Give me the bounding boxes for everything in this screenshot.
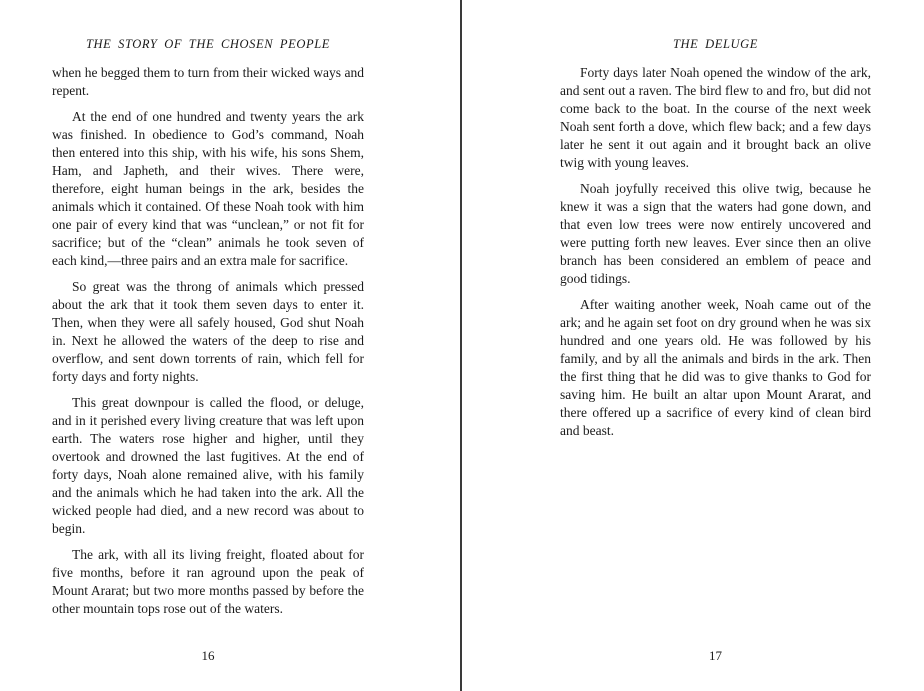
left-paragraph-1: when he begged them to turn from their wicked ways and repent. — [52, 65, 364, 98]
spine-divider — [460, 0, 462, 691]
left-body-text — [52, 64, 364, 626]
left-paragraph-4: This great downpour is called the flood, or deluge, and in it perished every living creature that was left upon earth. The waters rose higher and higher, until they overtook and drowned the last fugitives. At the end of forty days, Noah alone remained alive, with his family and the animals which he had taken into the ark. All the wicked people had died, and a new record was about to begin. — [52, 395, 364, 536]
left-page-number: 16 — [201, 648, 215, 663]
left-paragraph-5: The ark, with all its living freight, floated about for five months, before it ran aground upon the peak of Mount Ararat; but two more months passed by before the other mountain tops rose out of the waters. — [52, 547, 364, 616]
left-page — [52, 0, 364, 691]
right-paragraph-3: After waiting another week, Noah came out of the ark; and he again set foot on dry ground when he was six hundred and one years old. He was followed by his family, and by all the animals and birds in the ark. Then the first thing that he did was to give thanks to God for saving him. He built an altar upon Mount Ararat, and there offered up a sacrifice of every kind of clean bird and beast. — [560, 297, 871, 438]
right-running-head: THE DELUGE — [672, 37, 759, 51]
right-page — [560, 0, 871, 691]
left-paragraph-2: At the end of one hundred and twenty years the ark was finished. In obedience to God’s command, Noah then entered into this ship, with his wife, his sons Shem, Ham, and Japheth, and their wives. There were, therefore, eight human beings in the ark, besides the animals which it contained. Of these Noah took with him one pair of every kind that was “unclean,” or not fit for sacrifice; but of the “clean” animals he took seven of each kind,—three pairs and an extra male for sacrifice. — [52, 109, 364, 268]
left-running-head: THE STORY OF THE CHOSEN PEOPLE — [85, 37, 331, 51]
right-paragraph-1: Forty days later Noah opened the window of the ark, and sent out a raven. The bird flew to and fro, but did not come back to the boat. In the course of the next week Noah sent forth a dove, which flew back; and a few days later he sent it out again and it brought back an olive twig with young leaves. — [560, 65, 871, 170]
right-paragraph-2: Noah joyfully received this olive twig, because he knew it was a sign that the waters had gone down, and that even low trees were now entirely uncovered and were putting forth new leaves. Ever since then an olive branch has been considered an emblem of peace and good tidings. — [560, 181, 871, 286]
right-body-text — [560, 64, 871, 448]
left-paragraph-3: So great was the throng of animals which pressed about the ark that it took them seven days to enter it. Then, when they were all safely housed, God shut Noah in. Next he allowed the waters of the deep to rise and overflow, and sent down torrents of rain, which fell for forty days and forty nights. — [52, 279, 364, 384]
right-page-number: 17 — [709, 648, 722, 663]
